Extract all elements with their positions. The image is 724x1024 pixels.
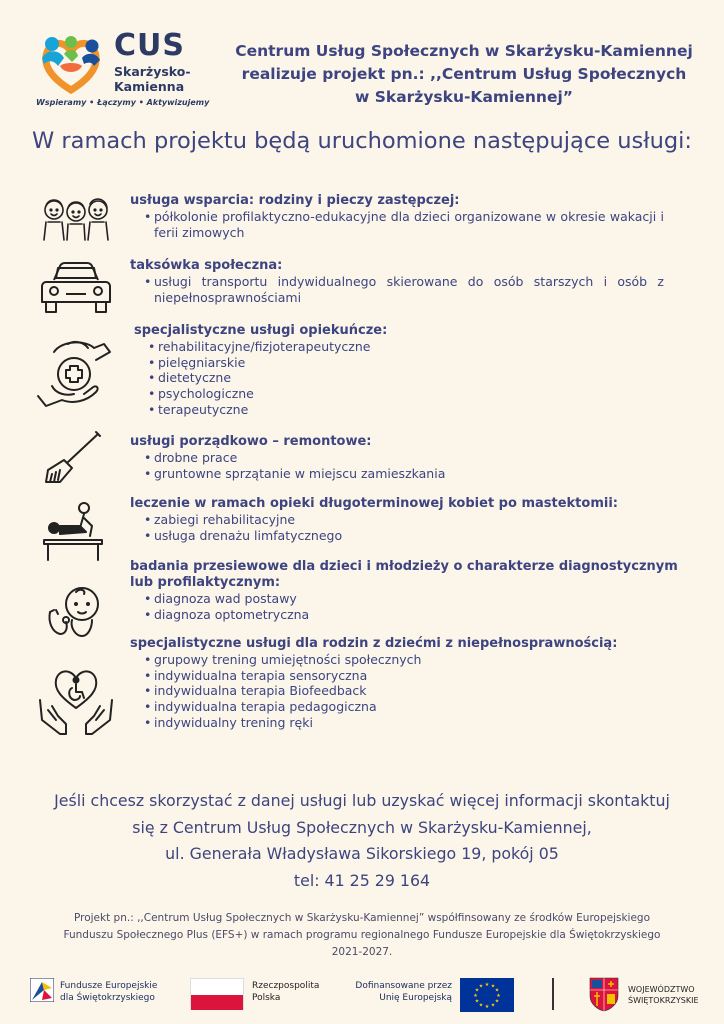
sw-line1: WOJEWÓDZTWO bbox=[628, 985, 695, 994]
service-item: • półkolonie profilaktyczno-edukacyjne dla dzieci organizowane w okresie wakacji i ferii zimowych bbox=[144, 209, 664, 240]
service-disabled-children-families bbox=[130, 636, 690, 731]
service-social-taxi bbox=[130, 258, 690, 305]
service-title-line2: lub profilaktycznym: bbox=[130, 575, 281, 590]
service-item: • indywidualna terapia pedagogiczna bbox=[144, 699, 690, 715]
service-specialist-care bbox=[134, 323, 694, 418]
rp-line2: Polska bbox=[252, 993, 281, 1003]
eu-line2: Unię Europejską bbox=[379, 993, 452, 1003]
svg-text:★: ★ bbox=[484, 982, 490, 988]
service-item: • drobne prace bbox=[144, 450, 690, 466]
fe-line1: Fundusze Europejskie bbox=[60, 981, 158, 991]
cus-logo-city-line2: Kamienna bbox=[114, 79, 185, 94]
service-items bbox=[144, 512, 690, 543]
contact-address: ul. Generała Władysława Sikorskiego 19, pokój 05 bbox=[165, 844, 559, 863]
rp-line1: Rzeczpospolita bbox=[252, 981, 320, 991]
svg-text:★: ★ bbox=[494, 998, 500, 1005]
service-item: • usługi transportu indywidualnego skierowane do osób starszych i osób z niepełnosprawnościami bbox=[144, 274, 664, 305]
footnote-line1: Projekt pn.: ,,Centrum Usług Społecznych w Skarżysku-Kamiennej” współfinsowany ze środków Europejskiego bbox=[73, 912, 651, 924]
service-title: usługi porządkowo – remontowe: bbox=[130, 434, 372, 449]
header-title bbox=[222, 40, 706, 109]
cus-logo-name: CUS bbox=[114, 28, 185, 63]
service-item: • pielęgniarskie bbox=[148, 355, 694, 371]
service-title: taksówka społeczna: bbox=[130, 258, 283, 273]
rp-logo-text bbox=[252, 980, 319, 1004]
service-title: leczenie w ramach opieki długoterminowej kobiet po mastektomii: bbox=[130, 496, 618, 511]
svg-text:★: ★ bbox=[474, 998, 480, 1005]
service-item: • dietetyczne bbox=[148, 370, 694, 386]
svg-text:★: ★ bbox=[484, 1004, 490, 1010]
service-items bbox=[144, 209, 690, 240]
svg-text:★: ★ bbox=[490, 1002, 496, 1009]
service-item: • zabiegi rehabilitacyjne bbox=[144, 512, 690, 528]
logos-divider bbox=[552, 978, 554, 1010]
service-items bbox=[148, 339, 694, 418]
swietokrzyskie-crest-icon bbox=[588, 976, 620, 1012]
rp-logo bbox=[190, 978, 330, 1012]
fe-logo-text bbox=[60, 980, 157, 1004]
care-hands-icon bbox=[34, 334, 114, 412]
service-item: • indywidualna terapia sensoryczna bbox=[144, 668, 690, 684]
svg-text:★: ★ bbox=[494, 987, 500, 994]
baby-stethoscope-icon bbox=[46, 582, 106, 640]
service-title: specjalistyczne usługi opiekuńcze: bbox=[134, 323, 388, 338]
service-item: • grupowy trening umiejętności społecznych bbox=[144, 652, 690, 668]
service-items bbox=[144, 591, 690, 622]
service-item: • indywidualna terapia Biofeedback bbox=[144, 683, 690, 699]
cus-logo bbox=[34, 28, 210, 112]
car-icon bbox=[40, 260, 112, 316]
service-item: • gruntowne sprzątanie w miejscu zamieszkania bbox=[144, 466, 690, 482]
svg-text:★: ★ bbox=[496, 993, 501, 999]
main-heading: W ramach projektu będą uruchomione następujące usługi: bbox=[32, 128, 692, 154]
service-item: • rehabilitacyjne/fizjoterapeutyczne bbox=[148, 339, 694, 355]
cus-logo-city-line1: Skarżysko- bbox=[114, 64, 191, 79]
service-item: • diagnoza optometryczna bbox=[144, 607, 690, 623]
cus-logo-city bbox=[114, 64, 191, 94]
service-item: • indywidualny trening ręki bbox=[144, 715, 690, 731]
swietokrzyskie-text bbox=[628, 984, 699, 1006]
sw-line2: ŚWIĘTOKRZYSKIE bbox=[628, 996, 699, 1005]
massage-icon bbox=[40, 500, 106, 562]
children-icon bbox=[40, 192, 112, 242]
footnote-line3: 2021-2027. bbox=[331, 946, 393, 958]
header-line1: Centrum Usług Społecznych w Skarżysku-Kamiennej bbox=[235, 42, 693, 60]
header-line2: realizuje projekt pn.: ,,Centrum Usług Społecznych bbox=[241, 65, 687, 83]
eu-logo-text bbox=[348, 980, 452, 1004]
polish-flag-icon bbox=[190, 978, 244, 1010]
service-item: • usługa drenażu limfatycznego bbox=[144, 528, 690, 544]
project-footnote bbox=[30, 910, 694, 961]
svg-text:★: ★ bbox=[473, 993, 478, 999]
fe-line2: dla Świętokrzyskiego bbox=[60, 993, 155, 1003]
contact-line2: się z Centrum Usług Społecznych w Skarżysku-Kamiennej, bbox=[132, 817, 592, 837]
fe-logo bbox=[30, 978, 180, 1012]
funders-logos-bar bbox=[0, 968, 724, 1018]
service-cleaning-repair bbox=[130, 434, 690, 481]
service-title: usługa wsparcia: rodziny i pieczy zastępczej: bbox=[130, 193, 460, 208]
swietokrzyskie-logo bbox=[588, 976, 708, 1012]
eu-flag-icon bbox=[460, 978, 514, 1012]
footnote-line2: Funduszu Społecznego Plus (EFS+) w ramach programu regionalnego Fundusze Europejskie dla Świętokrzyskiego bbox=[63, 929, 661, 941]
service-items bbox=[144, 274, 690, 305]
svg-text:★: ★ bbox=[478, 983, 484, 990]
eu-line1: Dofinansowane przez bbox=[355, 981, 452, 991]
contact-line1: Jeśli chcesz skorzystać z danej usługi lub uzyskać więcej informacji skontaktuj bbox=[54, 791, 670, 810]
svg-text:★: ★ bbox=[490, 983, 496, 990]
eu-logo bbox=[348, 978, 518, 1012]
svg-text:★: ★ bbox=[478, 1002, 484, 1009]
service-items bbox=[144, 652, 690, 731]
service-item: • psychologiczne bbox=[148, 386, 694, 402]
svg-text:★: ★ bbox=[474, 987, 480, 994]
service-items bbox=[144, 450, 690, 481]
cus-logo-tagline: Wspieramy • Łączymy • Aktywizujemy bbox=[36, 98, 210, 107]
service-title: specjalistyczne usługi dla rodzin z dziećmi z niepełnosprawnością: bbox=[130, 636, 618, 651]
service-item: • terapeutyczne bbox=[148, 402, 694, 418]
service-title-line1: badania przesiewowe dla dzieci i młodzieży o charakterze diagnostycznym bbox=[130, 559, 678, 574]
contact-phone: tel: 41 25 29 164 bbox=[293, 870, 431, 890]
header-line3: w Skarżysku-Kamiennej” bbox=[355, 88, 573, 106]
service-screening bbox=[130, 559, 690, 622]
broom-icon bbox=[42, 430, 104, 486]
cus-logo-mark-icon bbox=[38, 32, 104, 94]
fe-logo-icon bbox=[30, 978, 54, 1002]
contact-info bbox=[0, 788, 724, 894]
service-mastectomy-care bbox=[130, 496, 690, 543]
disability-heart-icon bbox=[36, 660, 116, 740]
service-family-support bbox=[130, 193, 690, 240]
service-item: • diagnoza wad postawy bbox=[144, 591, 690, 607]
